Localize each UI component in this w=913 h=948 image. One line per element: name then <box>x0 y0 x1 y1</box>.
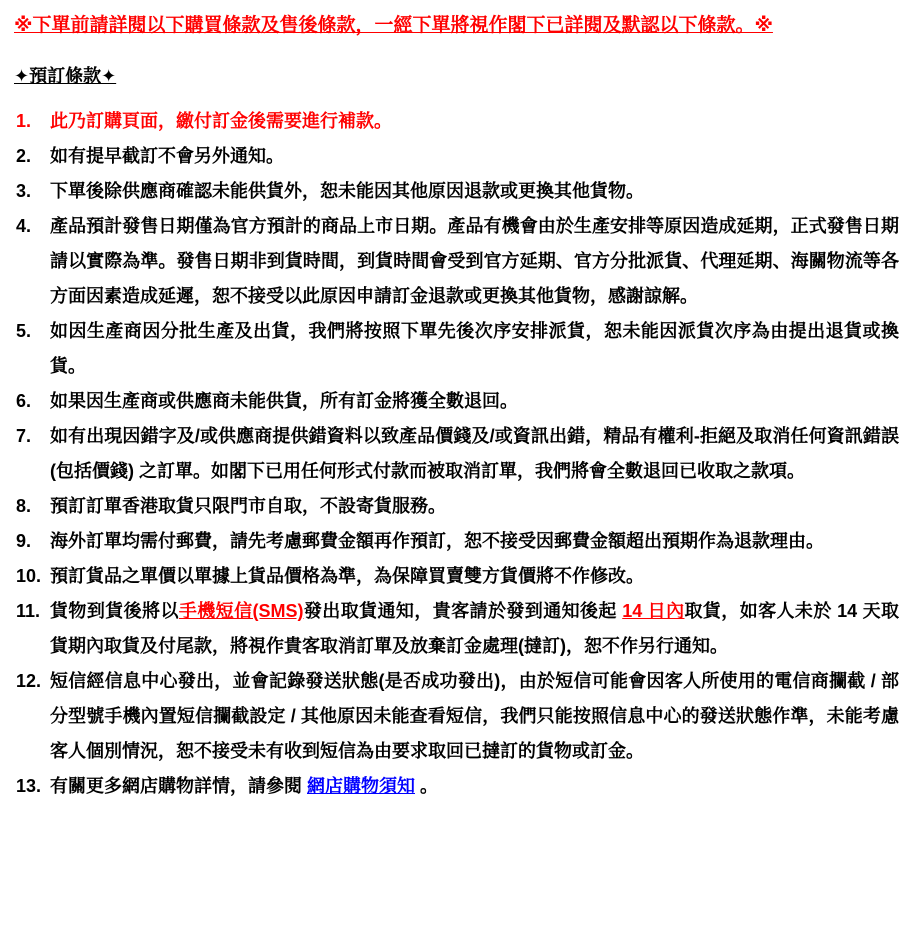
section-header-preorder-terms: ✦預訂條款✦ <box>14 66 117 86</box>
term-number: 11. <box>16 601 41 621</box>
term-text <box>50 111 392 131</box>
term-item <box>14 419 899 489</box>
term-text <box>50 391 518 411</box>
term-text <box>50 146 284 166</box>
page-title: ※下單前請詳閱以下購買條款及售後條款，一經下單將視作閣下已詳閱及默認以下條款。※ <box>14 15 773 36</box>
term-text-segment: 貨物到貨後將以 <box>50 601 179 621</box>
term-number: 6. <box>16 391 32 411</box>
term-text <box>50 776 438 796</box>
term-text-segment: 預訂貨品之單價以單據上貨品價格為準，為保障買賣雙方貨價將不作修改。 <box>50 566 644 586</box>
term-number: 4. <box>16 216 32 236</box>
term-number: 1. <box>16 111 32 131</box>
term-text <box>50 216 899 306</box>
term-item <box>14 489 899 524</box>
term-text-segment: 如果因生產商或供應商未能供貨，所有訂金將獲全數退回。 <box>50 391 518 411</box>
term-text-segment: 取貨，如客人未於 14 天取貨期內取貨及付尾款，將視作貴客取消訂單及放棄訂金處理(撻訂)，恕不作另行通知。 <box>50 601 899 656</box>
term-text-segment: 產品預計發售日期僅為官方預計的商品上市日期。產品有機會由於生產安排等原因造成延期，正式發售日期請以實際為準。發售日期非到貨時間，到貨時間會受到官方延期、官方分批派貨、代理延期、海關物流等各方面因素造成延遲，恕不接受以此原因申請訂金退款或更換其他貨物，感謝諒解。 <box>50 216 899 306</box>
term-text-segment: 短信經信息中心發出，並會記錄發送狀態(是否成功發出)，由於短信可能會因客人所使用的電信商攔截 / 部分型號手機內置短信攔截設定 / 其他原因未能查看短信，我們只能按照信息中心的發送狀態作準，未能考慮客人個別情況，恕不接受未有收到短信為由要求取回已撻訂的貨物或訂金。 <box>50 671 899 761</box>
term-item <box>14 524 899 559</box>
term-text-segment: 預訂訂單香港取貨只限門市自取，不設寄貨服務。 <box>50 496 446 516</box>
term-item <box>14 139 899 174</box>
terms-list <box>14 104 899 804</box>
term-item <box>14 209 899 314</box>
term-item <box>14 174 899 209</box>
store-shopping-notice-link[interactable]: 網店購物須知 <box>307 776 415 796</box>
term-number: 2. <box>16 146 32 166</box>
term-item <box>14 664 899 769</box>
term-text-segment: 有關更多網店購物詳情，請參閱 <box>50 776 307 796</box>
term-item <box>14 104 899 139</box>
term-number: 7. <box>16 426 32 446</box>
term-number: 8. <box>16 496 32 516</box>
term-text <box>50 566 644 586</box>
term-text <box>50 426 899 481</box>
term-item <box>14 769 899 804</box>
term-number: 9. <box>16 531 32 551</box>
term-number: 3. <box>16 181 32 201</box>
term-item <box>14 384 899 419</box>
term-item <box>14 559 899 594</box>
term-item <box>14 314 899 384</box>
term-text <box>50 181 644 201</box>
term-text <box>50 496 446 516</box>
term-number: 5. <box>16 321 32 341</box>
term-number: 10. <box>16 566 42 586</box>
term-text-segment: 如因生產商因分批生產及出貨，我們將按照下單先後次序安排派貨，恕未能因派貨次序為由提出退貨或換貨。 <box>50 321 899 376</box>
term-number: 13. <box>16 776 42 796</box>
term-text-segment: 發出取貨通知，貴客請於發到通知後起 <box>303 601 623 621</box>
term-text-segment: 下單後除供應商確認未能供貨外，恕未能因其他原因退款或更換其他貨物。 <box>50 181 644 201</box>
term-text-segment: 如有提早截訂不會另外通知。 <box>50 146 284 166</box>
term-text-segment: 海外訂單均需付郵費，請先考慮郵費金額再作預訂，恕不接受因郵費金額超出預期作為退款理由。 <box>50 531 824 551</box>
highlighted-red-text: 14 日內 <box>622 601 685 621</box>
term-number: 12. <box>16 671 42 691</box>
highlighted-red-text: 手機短信(SMS) <box>178 601 304 621</box>
term-text-segment: 此乃訂購頁面，繳付訂金後需要進行補款。 <box>50 111 392 131</box>
term-text <box>50 671 899 761</box>
term-text <box>50 531 824 551</box>
term-item <box>14 594 899 664</box>
term-text <box>50 321 899 376</box>
term-text <box>50 601 899 656</box>
term-text-segment: 如有出現因錯字及/或供應商提供錯資料以致產品價錢及/或資訊出錯，精品有權利-拒絕及取消任何資訊錯誤(包括價錢) 之訂單。如閣下已用任何形式付款而被取消訂單，我們將會全數退回已收取之款項。 <box>50 426 899 481</box>
term-text-segment: 。 <box>415 776 439 796</box>
